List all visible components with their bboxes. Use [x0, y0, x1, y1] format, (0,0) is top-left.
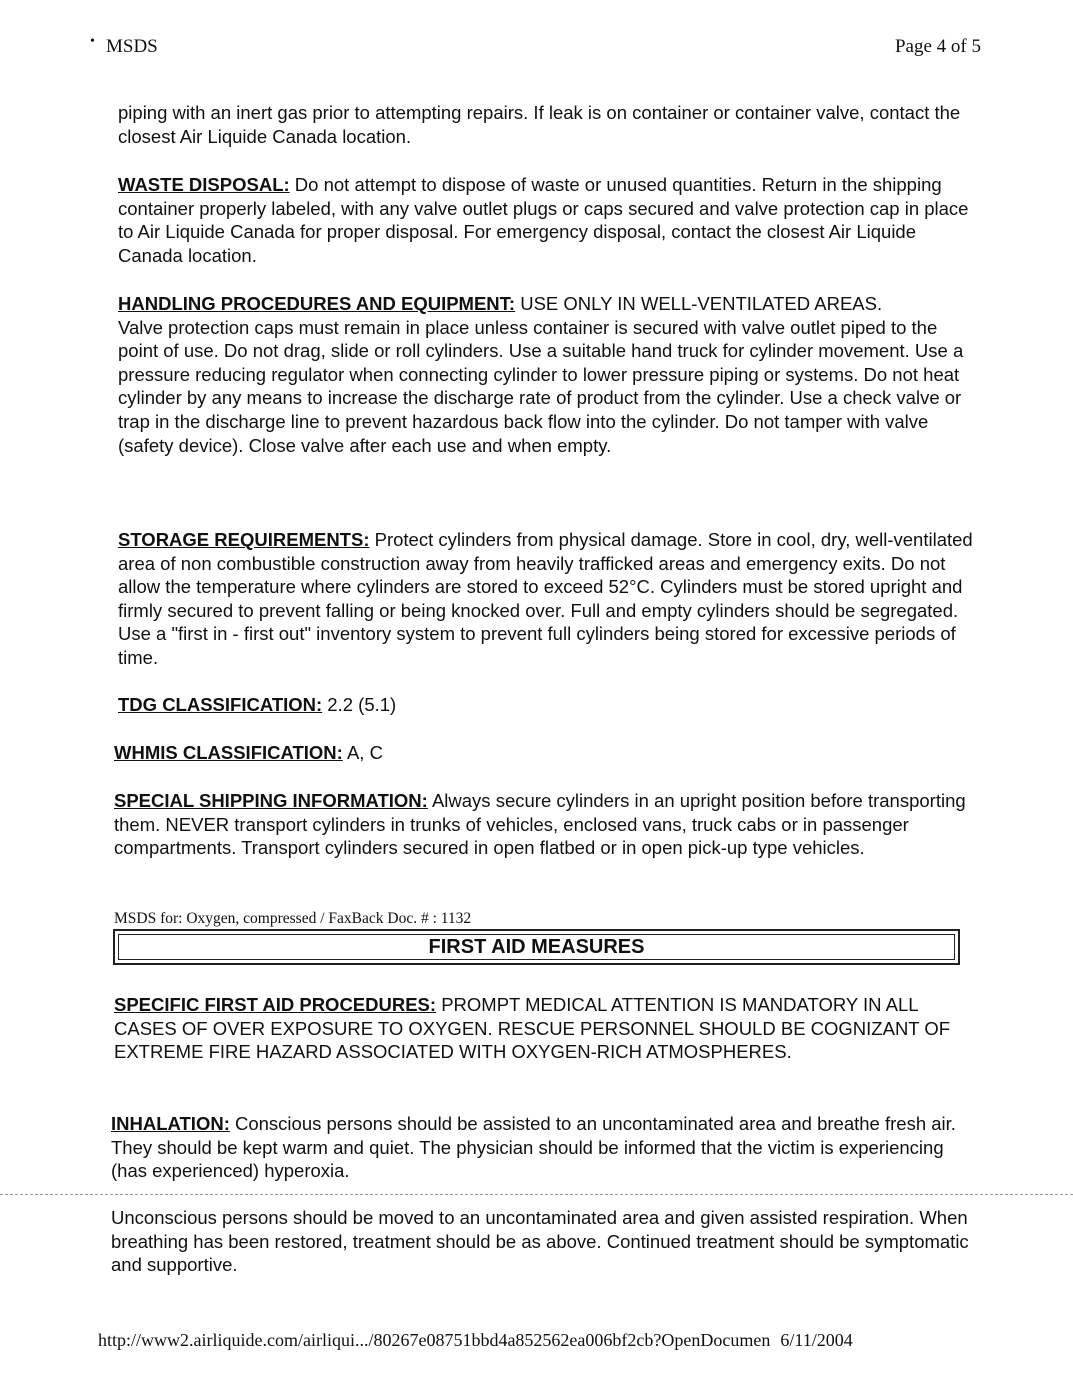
inhalation-text: Conscious persons should be assisted to an uncontaminated area and breathe fresh air. They should be kept warm and quiet. The physician should be informed that the victim is experiencing (has experienced) hyperoxia.: [111, 1113, 956, 1182]
storage-heading: STORAGE REQUIREMENTS:: [118, 529, 370, 550]
inhalation-paragraph: [111, 1112, 981, 1183]
shipping-text: Always secure cylinders in an upright position before transporting them. NEVER transport cylinders in trunks of vehicles, enclosed vans, truck cabs or in passenger compartments. Transport cylinders secured in open flatbed or in open pick-up type vehicles.: [114, 790, 966, 859]
tdg-heading: TDG CLASSIFICATION:: [118, 694, 323, 715]
header-title: MSDS: [106, 36, 158, 57]
page-number: Page 4 of 5: [894, 36, 981, 57]
storage-text: Protect cylinders from physical damage. Store in cool, dry, well-ventilated area of non combustible construction away from heavily trafficked areas and emergency exits. Do not allow the temperature where cylinders are stored to exceed 52°C. Cylinders must be stored upright and firmly secured to prevent falling or being knocked over. Full and empty cylinders should be segregated. Use a "first in - first out" inventory system to prevent full cylinders being stored for excessive periods of time.: [118, 529, 973, 668]
footer-date: 6/11/2004: [780, 1330, 853, 1350]
first-aid-text: PROMPT MEDICAL ATTENTION IS MANDATORY IN ALL CASES OF OVER EXPOSURE TO OXYGEN. RESCUE PERSONNEL SHOULD BE COGNIZANT OF EXTREME FIRE HAZARD ASSOCIATED WITH OXYGEN-RICH ATMOSPHERES.: [114, 994, 951, 1063]
scan-speck: •: [90, 34, 95, 49]
whmis-text: A, C: [342, 742, 383, 763]
waste-disposal-heading: WASTE DISPOSAL:: [118, 174, 290, 195]
page-break-line: [0, 1194, 1073, 1195]
shipping-paragraph: [114, 789, 980, 860]
footer-url: http://www2.airliquide.com/airliqui.../80267e08751bbd4a852562ea006bf2cb?OpenDocumen: [98, 1330, 771, 1350]
leak-text: piping with an inert gas prior to attempting repairs. If leak is on container or container valve, contact the closest Air Liquide Canada location.: [118, 102, 961, 147]
inhalation-heading: INHALATION:: [111, 1113, 230, 1134]
leak-continuation-paragraph: [118, 101, 980, 148]
first-aid-paragraph: [114, 993, 980, 1064]
handling-body-text: Valve protection caps must remain in place unless container is secured with valve outlet piped to the point of use. Do not drag, slide or roll cylinders. Use a suitable hand truck for cylinder movement. Use a pressure reducing regulator when connecting cylinder to lower pressure piping or systems. Do not heat cylinder by any means to increase the discharge rate of product from the cylinder. Use a check valve or trap in the discharge line to prevent hazardous back flow into the cylinder. Do not tamper with valve (safety device). Close valve after each use and when empty.: [118, 316, 964, 456]
tdg-paragraph: [118, 693, 980, 717]
footer: [98, 1330, 853, 1351]
tdg-text: 2.2 (5.1): [322, 694, 397, 715]
storage-paragraph: [118, 528, 980, 670]
section-title-box: [113, 929, 960, 965]
unconscious-paragraph: [111, 1206, 981, 1277]
section-title: FIRST AID MEASURES: [118, 934, 955, 960]
handling-paragraph: [118, 292, 980, 457]
whmis-paragraph: [114, 741, 980, 765]
handling-heading: HANDLING PROCEDURES AND EQUIPMENT:: [118, 293, 516, 314]
waste-disposal-paragraph: [118, 173, 980, 267]
handling-intro-text: USE ONLY IN WELL-VENTILATED AREAS.: [515, 293, 883, 314]
unconscious-text: Unconscious persons should be moved to an uncontaminated area and given assisted respiration. When breathing has been restored, treatment should be as above. Continued treatment should be symptomatic and supportive.: [111, 1207, 969, 1276]
whmis-heading: WHMIS CLASSIFICATION:: [114, 742, 343, 763]
doc-reference: MSDS for: Oxygen, compressed / FaxBack Doc. # : 1132: [114, 910, 472, 927]
shipping-heading: SPECIAL SHIPPING INFORMATION:: [114, 790, 428, 811]
waste-disposal-text: Do not attempt to dispose of waste or unused quantities. Return in the shipping container properly labeled, with any valve outlet plugs or caps secured and valve protection cap in place to Air Liquide Canada for proper disposal. For emergency disposal, contact the closest Air Liquide Canada location.: [118, 174, 969, 266]
first-aid-heading: SPECIFIC FIRST AID PROCEDURES:: [114, 994, 437, 1015]
